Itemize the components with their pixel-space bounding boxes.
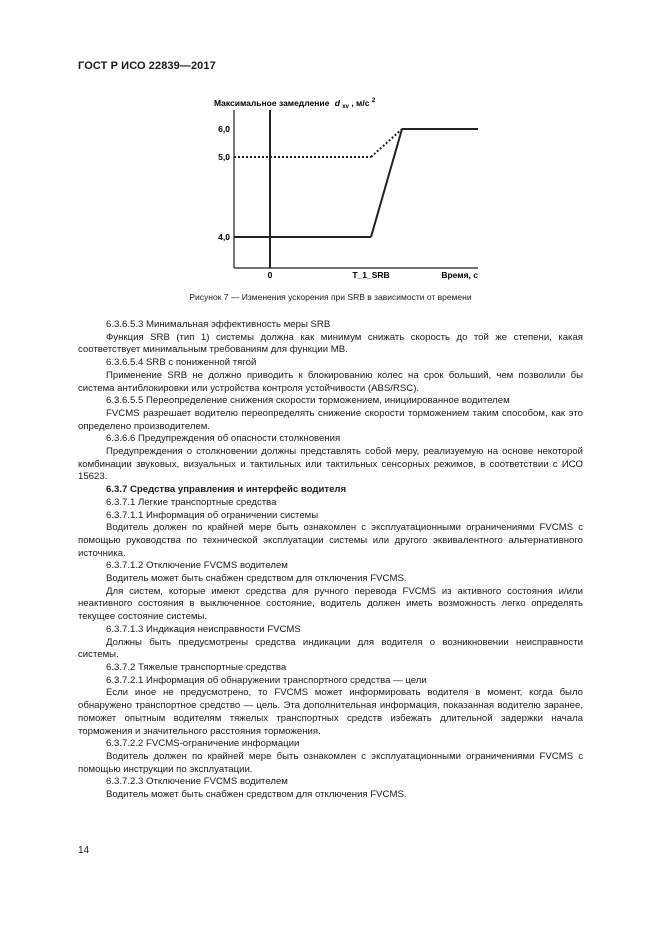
figure-caption: Рисунок 7 — Изменения ускорения при SRB в зависимости от времени xyxy=(189,292,472,302)
y-axis-subscript: xv xyxy=(342,104,349,110)
paragraph: 6.3.7.1.1 Информация об ограничении системы xyxy=(106,509,319,521)
paragraph: 6.3.7.1 Легкие транспортные средства xyxy=(106,496,277,508)
y-axis-title-text: Максимальное замедление xyxy=(214,98,330,108)
series-solid-segment xyxy=(371,129,402,237)
y-tick-label: 4,0 xyxy=(218,232,230,242)
x-axis-title: Время, с xyxy=(441,270,478,280)
y-tick-label: 6,0 xyxy=(218,124,230,134)
y-axis-title xyxy=(214,98,376,110)
y-axis-symbol: d xyxy=(334,98,340,108)
paragraph: 6.3.7.1.2 Отключение FVCMS водителем xyxy=(106,560,288,572)
paragraph: 6.3.6.5.3 Минимальная эффективность меры SRB xyxy=(106,319,331,330)
paragraph: Функция SRB (тип 1) системы должна как минимум снижать скорость до той же степени, какая соответствует минимальным требованиям для функции MB. xyxy=(78,331,583,356)
paragraph: 6.3.7.2.1 Информация об обнаружении транспортного средства — цели xyxy=(106,674,427,686)
paragraph: Водитель может быть снабжен средством для отключения FVCMS. xyxy=(106,789,407,801)
document-header: ГОСТ Р ИСО 22839—2017 xyxy=(78,60,216,72)
paragraph: Водитель должен по крайней мере быть ознакомлен с эксплуатационными ограничениями FVCMS с помощью руководства по технической эксплуатации системы или другого эквивалентного альтернативного источника. xyxy=(78,522,583,559)
figure-7 xyxy=(0,0,661,310)
page-number: 14 xyxy=(78,845,90,856)
srb-deceleration-chart xyxy=(0,0,661,310)
paragraph: 6.3.6.5.5 Переопределение снижения скорости торможением, инициированное водителем xyxy=(106,395,510,407)
body-text xyxy=(78,319,583,802)
paragraph: Предупреждения о столкновении должны представлять собой меру, реализуемую на основе некоторой комбинации звуковых, визуальных и тактильных или тактильных сенсорных режимов, в соответствии с ИСО 15623. xyxy=(78,446,583,483)
paragraph: Для систем, которые имеют средства для ручного перевода FVCMS из активного состояния и/или неактивного состояния в выключенное состояние, водитель должен иметь возможность легко определять текущее состояние системы. xyxy=(78,585,583,623)
paragraph: 6.3.6.6 Предупреждения об опасности столкновения xyxy=(106,433,341,445)
x-tick-label: 0 xyxy=(267,270,273,280)
paragraph: 6.3.7.2.3 Отключение FVCMS водителем xyxy=(106,776,288,788)
y-tick-label: 5,0 xyxy=(218,152,230,162)
paragraph: Применение SRB не должно приводить к блокированию колес на срок больший, чем позволили бы система антиблокировки или устройства контроля устойчивости (ABS/RSC). xyxy=(78,369,583,394)
paragraph: Должны быть предусмотрены средства индикации для водителя о возникновении неисправности системы. xyxy=(78,636,583,661)
paragraph: Если иное не предусмотрено, то FVCMS может информировать водителя в момент, когда было обнаружено транспортное средство — цель. Эта дополнительная информация, показанная водителю заранее, поможет опытным водителям тяжелых транспортных средств избежать длительной задержки начала торможения и значительного расстояния торможения. xyxy=(78,687,583,737)
paragraph: Водитель может быть снабжен средством для отключения FVCMS. xyxy=(106,573,407,585)
paragraph: 6.3.6.5.4 SRB с пониженной тягой xyxy=(106,357,257,369)
x-tick-label: T_1_SRB xyxy=(352,270,390,280)
paragraph: Водитель должен по крайней мере быть ознакомлен с эксплуатационными ограничениями FVCMS с помощью инструкции по эксплуатации. xyxy=(78,750,583,775)
y-axis-units: , м/с xyxy=(351,98,370,108)
paragraph: FVCMS разрешает водителю переопределять снижение скорости торможением таким способом, как это определено производителем. xyxy=(78,407,583,432)
paragraph: 6.3.7.2 Тяжелые транспортные средства xyxy=(106,661,287,673)
paragraph: 6.3.7.1.3 Индикация неисправности FVCMS xyxy=(106,623,301,635)
y-axis-units-exponent: 2 xyxy=(371,98,376,104)
section-heading: 6.3.7 Средства управления и интерфейс водителя xyxy=(106,484,347,496)
paragraph: 6.3.7.2.2 FVCMS-ограничение информации xyxy=(106,738,300,750)
